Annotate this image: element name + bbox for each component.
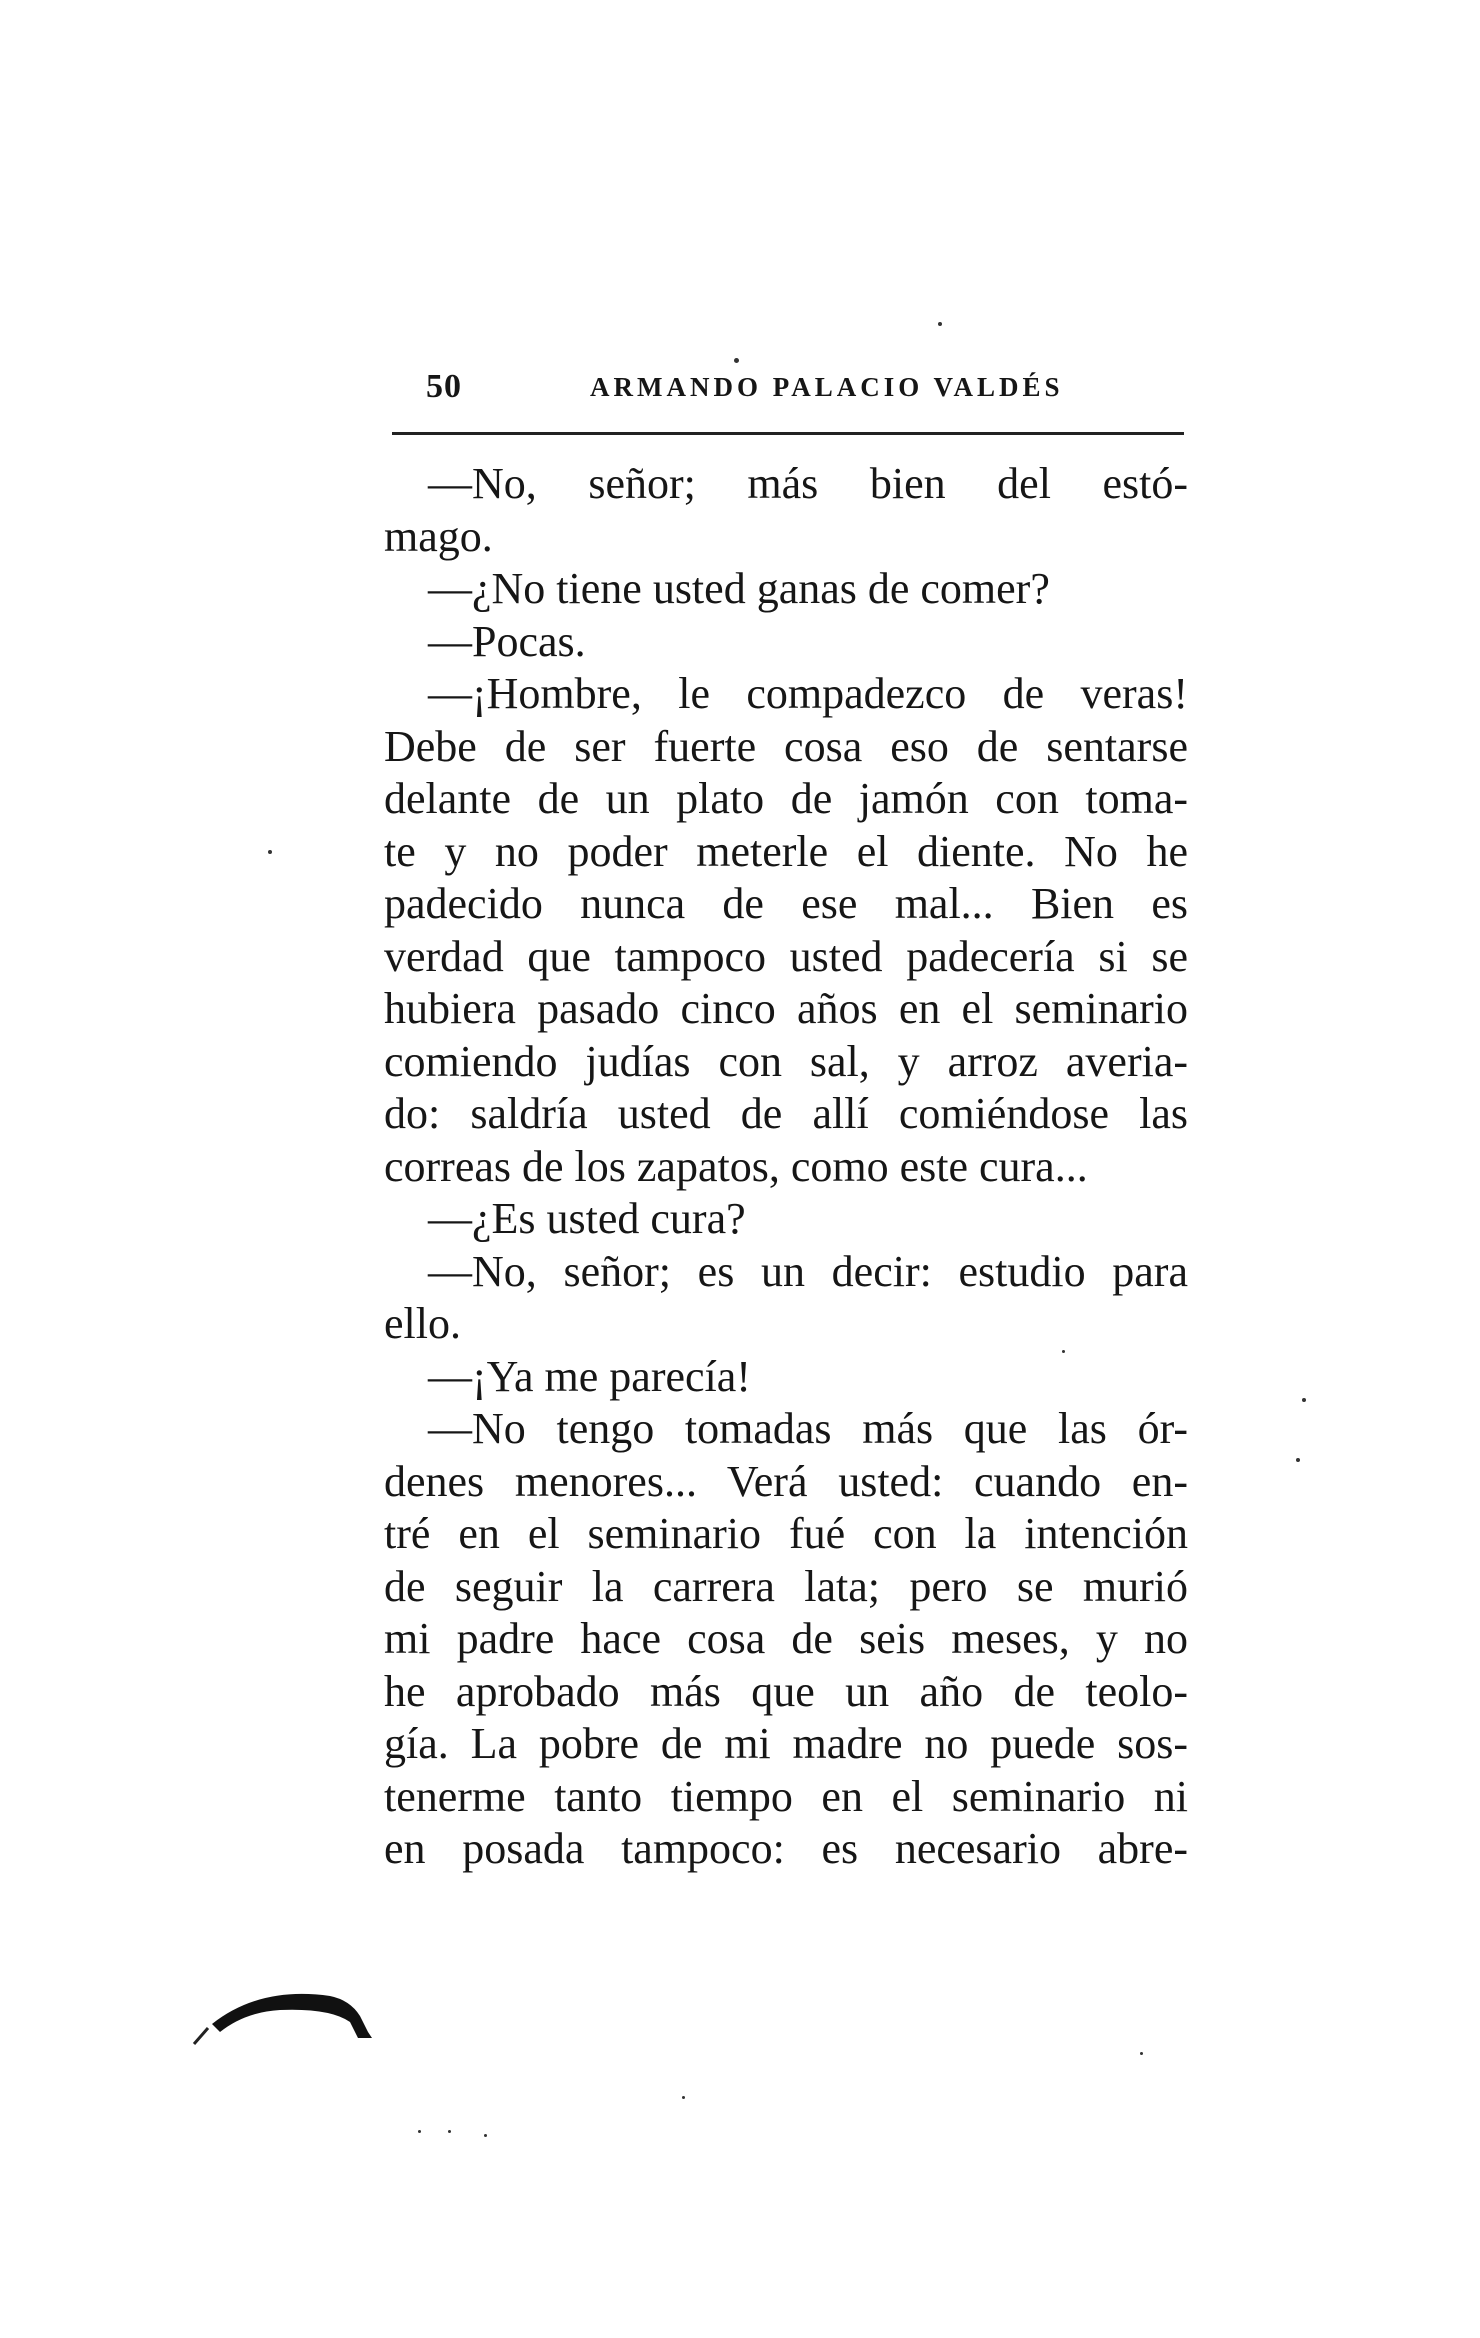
text-line: correas de los zapatos, como este cura...: [384, 1141, 1088, 1191]
scan-speck: [268, 850, 272, 854]
scan-speck: [448, 2130, 451, 2133]
text-line: he aprobado más que un año de teolo-: [384, 1666, 1188, 1716]
text-line: —¡Ya me parecía!: [428, 1351, 751, 1401]
text-line: —Pocas.: [428, 616, 586, 666]
scan-speck: [418, 2130, 421, 2133]
scan-speck: [484, 2134, 487, 2137]
scan-speck: [938, 322, 942, 326]
running-head: [392, 368, 1182, 418]
text-line: mi padre hace cosa de seis meses, y no: [384, 1614, 1188, 1663]
scan-speck: [1140, 2052, 1143, 2055]
text-line: verdad que tampoco usted padecería si se: [384, 931, 1188, 981]
text-line: de seguir la carrera lata; pero se murió: [384, 1561, 1188, 1611]
text-line: denes menores... Verá usted: cuando en-: [384, 1456, 1188, 1506]
text-line: comiendo judías con sal, y arroz averia-: [384, 1036, 1188, 1086]
text-line: Debe de ser fuerte cosa eso de sentarse: [384, 721, 1188, 771]
scan-speck: [734, 358, 739, 363]
ink-smudge: [190, 1966, 390, 2056]
text-line: mago.: [384, 511, 493, 561]
text-line: padecido nunca de ese mal... Bien es: [384, 879, 1188, 928]
text-line: do: saldría usted de allí comiéndose las: [384, 1089, 1188, 1138]
text-line: —¡Hombre, le compadezco de veras!: [428, 669, 1188, 718]
scan-speck: [1302, 1398, 1306, 1402]
text-line: —No tengo tomadas más que las ór-: [428, 1404, 1188, 1453]
running-title: ARMANDO PALACIO VALDÉS: [590, 372, 1064, 402]
text-body: [384, 458, 1188, 1876]
text-line: delante de un plato de jamón con toma-: [384, 774, 1188, 823]
scan-speck: [1296, 1458, 1300, 1462]
text-line: —No, señor; es un decir: estudio para: [428, 1246, 1188, 1296]
page-number: 50: [426, 368, 462, 405]
header-rule: [392, 432, 1184, 435]
text-line: en posada tampoco: es necesario abre-: [384, 1824, 1188, 1873]
text-line: —¿No tiene usted ganas de comer?: [428, 564, 1050, 613]
text-line: tré en el seminario fué con la intención: [384, 1509, 1188, 1558]
text-line: gía. La pobre de mi madre no puede sos-: [384, 1719, 1188, 1768]
text-line: hubiera pasado cinco años en el seminario: [384, 984, 1188, 1033]
text-line: ello.: [384, 1299, 461, 1348]
text-line: —No, señor; más bien del estó-: [428, 459, 1188, 508]
text-line: te y no poder meterle el diente. No he: [384, 826, 1188, 876]
scan-speck: [682, 2096, 685, 2099]
text-line: tenerme tanto tiempo en el seminario ni: [384, 1771, 1188, 1821]
scan-speck: [1062, 1350, 1065, 1353]
text-line: —¿Es usted cura?: [428, 1194, 746, 1243]
